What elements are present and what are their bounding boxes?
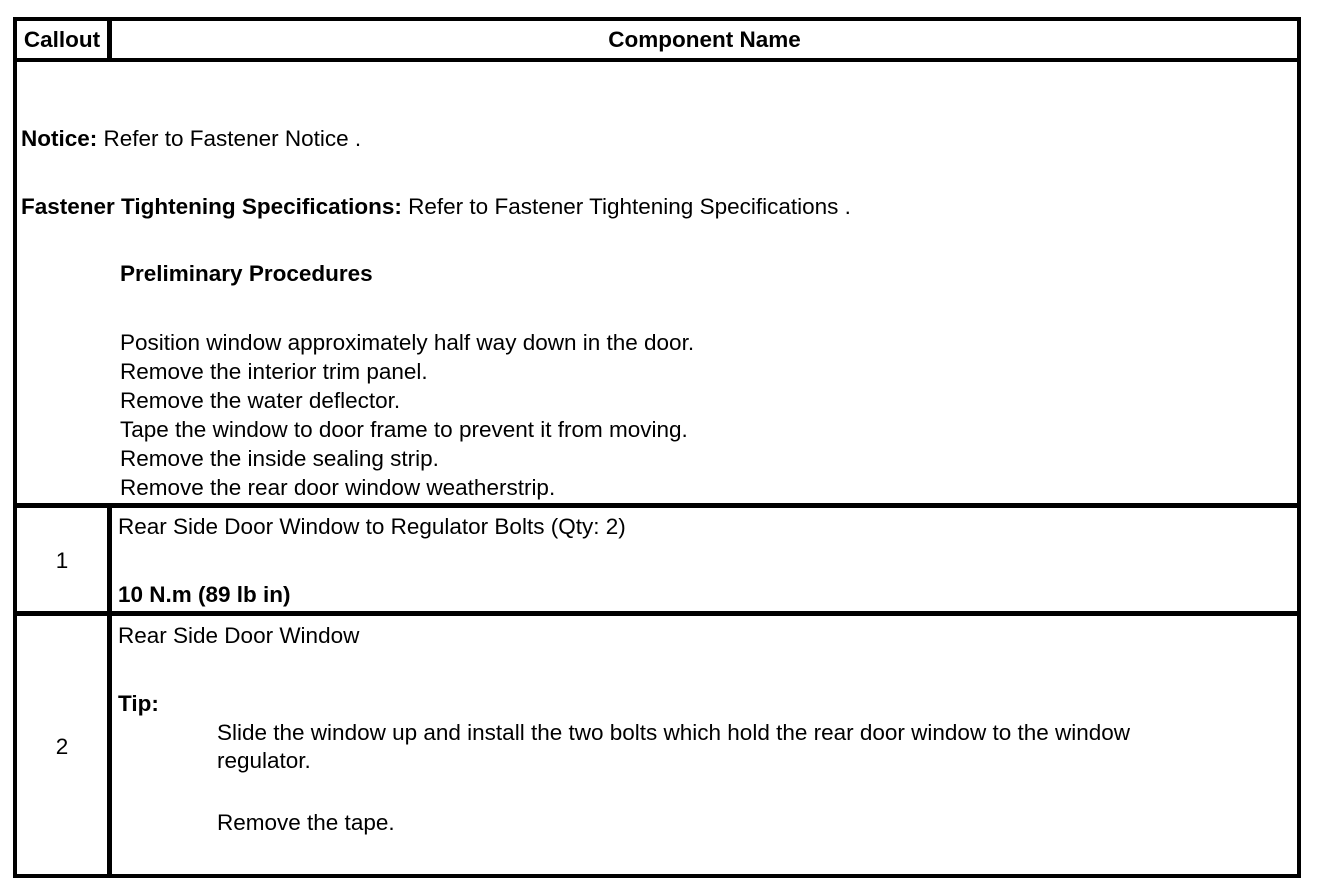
list-item: Remove the inside sealing strip. bbox=[120, 446, 439, 471]
row1-torque: 10 N.m (89 lb in) bbox=[118, 582, 291, 607]
list-item: Remove the water deflector. bbox=[120, 388, 401, 413]
list-item: Remove the rear door window weatherstrip. bbox=[120, 475, 556, 500]
table-border-top bbox=[13, 17, 1301, 21]
rows-column-divider bbox=[107, 503, 112, 878]
row2-component-name: Rear Side Door Window bbox=[118, 623, 360, 648]
row1-component-name: Rear Side Door Window to Regulator Bolts (Qty: 2) bbox=[118, 514, 626, 539]
spec-line bbox=[21, 192, 851, 221]
notice-line bbox=[21, 124, 361, 153]
list-item: Tape the window to door frame to prevent it from moving. bbox=[120, 417, 688, 442]
notice-text: Refer to Fastener Notice . bbox=[97, 126, 362, 151]
row2-tip-label: Tip: bbox=[118, 691, 159, 716]
row2-tip-line3: Remove the tape. bbox=[217, 810, 395, 835]
header-callout: Callout bbox=[23, 27, 101, 52]
notice-label: Notice: bbox=[21, 126, 98, 151]
intro-divider bbox=[13, 503, 1301, 508]
spec-text: Refer to Fastener Tightening Specifications . bbox=[401, 194, 851, 219]
row2-tip-line1: Slide the window up and install the two bolts which hold the rear door window to the window bbox=[217, 720, 1131, 745]
list-item: Remove the interior trim panel. bbox=[120, 359, 428, 384]
list-item: Position window approximately half way down in the door. bbox=[120, 330, 695, 355]
table-border-bottom bbox=[13, 874, 1301, 878]
row2-callout: 2 bbox=[55, 734, 69, 759]
prelim-steps bbox=[120, 328, 694, 502]
header-divider bbox=[13, 58, 1301, 62]
header-component-name: Component Name bbox=[608, 27, 801, 52]
row1-divider bbox=[13, 611, 1301, 616]
row2-tip-line2: regulator. bbox=[217, 748, 311, 773]
row1-callout: 1 bbox=[55, 548, 69, 573]
prelim-heading: Preliminary Procedures bbox=[120, 261, 373, 286]
table-border-right bbox=[1297, 17, 1301, 878]
spec-label: Fastener Tightening Specifications: bbox=[21, 194, 402, 219]
